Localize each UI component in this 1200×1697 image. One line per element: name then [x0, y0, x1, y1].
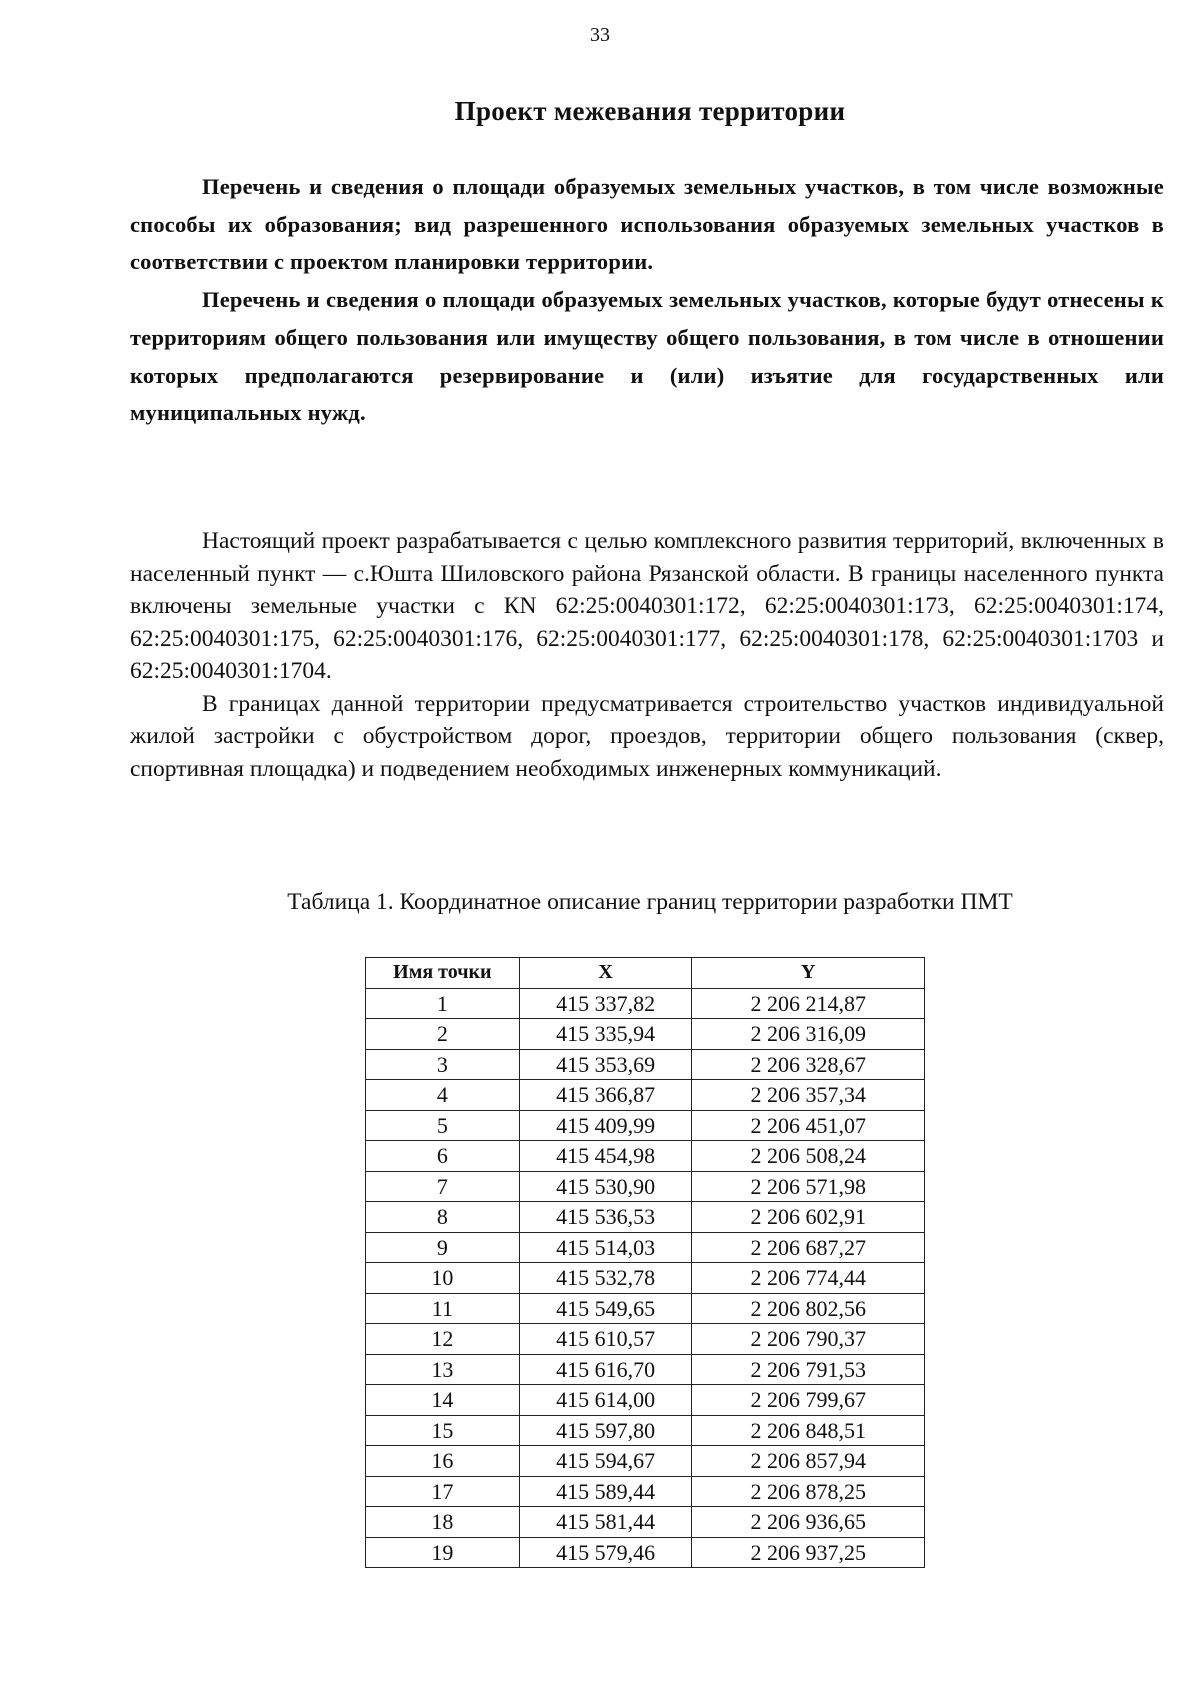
point-name-cell: 14	[366, 1385, 520, 1416]
x-cell: 415 409,99	[519, 1110, 692, 1141]
point-name-cell: 15	[366, 1415, 520, 1446]
table-row	[366, 1141, 925, 1172]
table-row	[366, 1019, 925, 1050]
y-cell: 2 206 328,67	[692, 1049, 925, 1080]
y-cell: 2 206 214,87	[692, 988, 925, 1019]
header-point-name: Имя точки	[366, 958, 520, 989]
y-cell: 2 206 571,98	[692, 1171, 925, 1202]
table-row	[366, 1171, 925, 1202]
y-cell: 2 206 508,24	[692, 1141, 925, 1172]
table-row	[366, 1110, 925, 1141]
point-name-cell: 1	[366, 988, 520, 1019]
table-header-row	[366, 958, 925, 989]
body-paragraph-1: Настоящий проект разрабатывается с целью комплексного развития территорий, включенных в населенный пункт — с.Юшта Шиловского района Рязанской области. В границы населенного пункта включены земельные участки с КN 62:25:0040301:172, 62:25:0040301:173, 62:25:0040301:174, 62:25:0040301:175, 62:25:0040301:176, 62:25:0040301:177, 62:25:0040301:178, 62:25:0040301:1703 и 62:25:0040301:1704.	[130, 528, 1164, 684]
x-cell: 415 353,69	[519, 1049, 692, 1080]
y-cell: 2 206 857,94	[692, 1446, 925, 1477]
table-row	[366, 1324, 925, 1355]
x-cell: 415 454,98	[519, 1141, 692, 1172]
point-name-cell: 4	[366, 1080, 520, 1111]
x-cell: 415 581,44	[519, 1507, 692, 1538]
table-row	[366, 1385, 925, 1416]
y-cell: 2 206 687,27	[692, 1232, 925, 1263]
point-name-cell: 6	[366, 1141, 520, 1172]
x-cell: 415 597,80	[519, 1415, 692, 1446]
bold-heading-block	[130, 168, 1164, 432]
y-cell: 2 206 316,09	[692, 1019, 925, 1050]
x-cell: 415 589,44	[519, 1476, 692, 1507]
table-row	[366, 1080, 925, 1111]
table-row	[366, 1354, 925, 1385]
page-number: 33	[590, 24, 610, 46]
x-cell: 415 536,53	[519, 1202, 692, 1233]
x-cell: 415 594,67	[519, 1446, 692, 1477]
x-cell: 415 337,82	[519, 988, 692, 1019]
point-name-cell: 7	[366, 1171, 520, 1202]
table-row	[366, 1537, 925, 1568]
y-cell: 2 206 791,53	[692, 1354, 925, 1385]
x-cell: 415 335,94	[519, 1019, 692, 1050]
y-cell: 2 206 451,07	[692, 1110, 925, 1141]
point-name-cell: 10	[366, 1263, 520, 1294]
point-name-cell: 2	[366, 1019, 520, 1050]
x-cell: 415 614,00	[519, 1385, 692, 1416]
point-name-cell: 5	[366, 1110, 520, 1141]
table-row	[366, 1476, 925, 1507]
x-cell: 415 514,03	[519, 1232, 692, 1263]
table-row	[366, 1232, 925, 1263]
y-cell: 2 206 799,67	[692, 1385, 925, 1416]
y-cell: 2 206 937,25	[692, 1537, 925, 1568]
header-y: Y	[692, 958, 925, 989]
table-row	[366, 1507, 925, 1538]
point-name-cell: 3	[366, 1049, 520, 1080]
x-cell: 415 610,57	[519, 1324, 692, 1355]
table-caption: Таблица 1. Координатное описание границ территории разработки ПМТ	[287, 889, 1013, 915]
y-cell: 2 206 602,91	[692, 1202, 925, 1233]
point-name-cell: 18	[366, 1507, 520, 1538]
body-paragraph-2: В границах данной территории предусматривается строительство участков индивидуальной жилой застройки с обустройством дорог, проездов, территории общего пользования (сквер, спортивная площадка) и подведением необходимых инженерных коммуникаций.	[130, 690, 1164, 782]
table-row	[366, 988, 925, 1019]
point-name-cell: 8	[366, 1202, 520, 1233]
bold-paragraph-1: Перечень и сведения о площади образуемых земельных участков, в том числе возможные способы их образования; вид разрешенного использования образуемых земельных участков в соответствии с проектом планировки территории.	[130, 174, 1164, 275]
point-name-cell: 11	[366, 1293, 520, 1324]
table-row	[366, 1263, 925, 1294]
table-row	[366, 1293, 925, 1324]
body-text-block	[130, 525, 1164, 785]
table-row	[366, 1415, 925, 1446]
y-cell: 2 206 802,56	[692, 1293, 925, 1324]
point-name-cell: 16	[366, 1446, 520, 1477]
x-cell: 415 549,65	[519, 1293, 692, 1324]
x-cell: 415 532,78	[519, 1263, 692, 1294]
point-name-cell: 12	[366, 1324, 520, 1355]
x-cell: 415 366,87	[519, 1080, 692, 1111]
table-row	[366, 1446, 925, 1477]
bold-paragraph-2: Перечень и сведения о площади образуемых земельных участков, которые будут отнесены к территориям общего пользования или имуществу общего пользования, в том числе в отношении которых предполагаются резервирование и (или) изъятие для государственных или муниципальных нужд.	[130, 287, 1164, 426]
x-cell: 415 616,70	[519, 1354, 692, 1385]
page-title: Проект межевания территории	[454, 96, 846, 126]
table-row	[366, 1202, 925, 1233]
point-name-cell: 19	[366, 1537, 520, 1568]
table-row	[366, 1049, 925, 1080]
x-cell: 415 530,90	[519, 1171, 692, 1202]
y-cell: 2 206 878,25	[692, 1476, 925, 1507]
y-cell: 2 206 790,37	[692, 1324, 925, 1355]
y-cell: 2 206 774,44	[692, 1263, 925, 1294]
point-name-cell: 9	[366, 1232, 520, 1263]
y-cell: 2 206 357,34	[692, 1080, 925, 1111]
y-cell: 2 206 848,51	[692, 1415, 925, 1446]
x-cell: 415 579,46	[519, 1537, 692, 1568]
y-cell: 2 206 936,65	[692, 1507, 925, 1538]
header-x: X	[519, 958, 692, 989]
point-name-cell: 17	[366, 1476, 520, 1507]
point-name-cell: 13	[366, 1354, 520, 1385]
coordinates-table	[365, 957, 925, 1568]
